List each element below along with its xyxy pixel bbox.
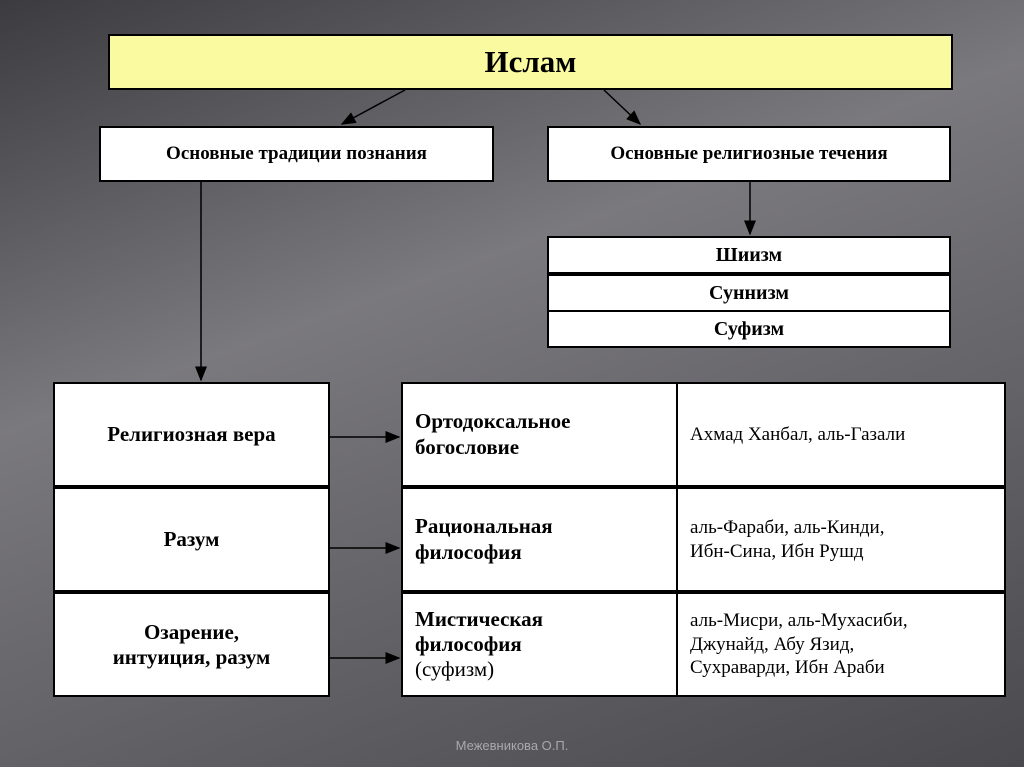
thinkers-line: Сухраварди, Ибн Араби	[690, 657, 885, 679]
source-label: Разум	[163, 527, 220, 552]
direction-label-line: Ортодоксальное	[415, 409, 571, 434]
currents-box	[547, 126, 951, 182]
direction-label-line: богословие	[415, 434, 520, 459]
thinkers-cell	[676, 592, 1006, 697]
source-label-line: Озарение,	[143, 620, 240, 645]
source-label: Религиозная вера	[107, 422, 276, 447]
direction-cell	[401, 382, 678, 487]
footer-author: Межевникова О.П.	[455, 738, 569, 753]
source-cell	[53, 592, 330, 697]
arrow-title-to-currents	[604, 90, 640, 124]
traditions-box	[99, 126, 494, 182]
current-item	[547, 236, 951, 274]
direction-cell	[401, 487, 678, 592]
source-cell	[53, 487, 330, 592]
thinkers-line: аль-Мисри, аль-Мухасиби,	[690, 609, 908, 631]
direction-label-line: Мистическая	[415, 606, 544, 631]
current-item	[547, 310, 951, 348]
title-box	[108, 34, 953, 90]
source-label-line: интуиция, разум	[112, 644, 271, 669]
traditions-label: Основные традиции познания	[166, 143, 427, 164]
thinkers-cell	[676, 487, 1006, 592]
current-item-label: Суннизм	[709, 281, 789, 304]
arrow-title-to-traditions	[342, 90, 405, 124]
thinkers-line: аль-Фараби, аль-Кинди,	[690, 516, 885, 538]
current-item	[547, 274, 951, 312]
direction-label-line: Рациональная	[415, 514, 553, 539]
thinkers-line: Джунайд, Абу Язид,	[690, 633, 855, 655]
current-item-label: Шиизм	[715, 243, 783, 266]
direction-cell	[401, 592, 678, 697]
thinkers-line: Ибн-Сина, Ибн Рушд	[690, 540, 864, 562]
thinkers-line: Ахмад Ханбал, аль-Газали	[690, 423, 906, 445]
currents-label: Основные религиозные течения	[610, 143, 888, 164]
current-item-label: Суфизм	[713, 317, 785, 340]
direction-label-line: философия	[415, 539, 522, 564]
direction-note: (суфизм)	[415, 657, 495, 682]
thinkers-cell	[676, 382, 1006, 487]
source-cell	[53, 382, 330, 487]
title-text: Ислам	[484, 44, 577, 79]
direction-label-line: философия	[415, 631, 522, 656]
